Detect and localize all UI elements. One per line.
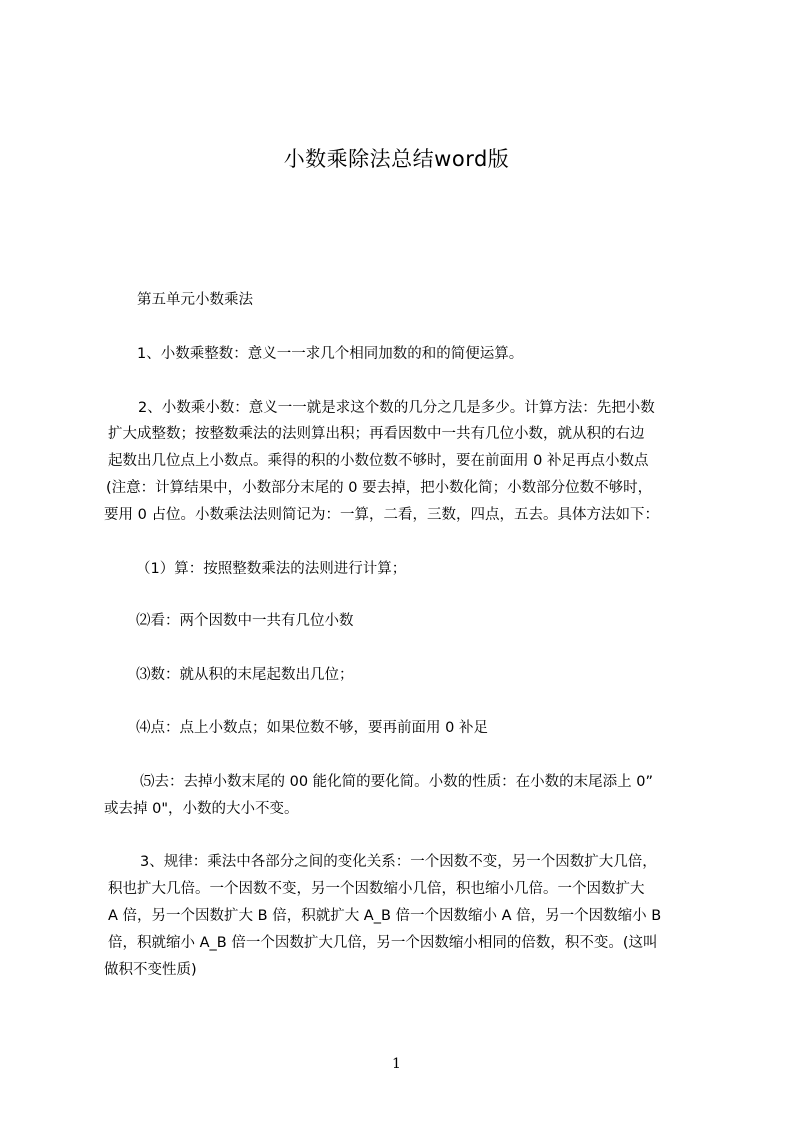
paragraph-item2-line: 扩大成整数；按整数乘法的法则算出积；再看因数中一共有几位小数，就从积的右边 bbox=[108, 426, 645, 442]
paragraph-item3-line: 倍，积就缩小 A_B 倍一个因数扩大几倍，另一个因数缩小相同的倍数，积不变。(这叫 bbox=[108, 935, 658, 951]
paragraph-item3-line: 3、规律：乘法中各部分之间的变化关系：一个因数不变，另一个因数扩大几倍， bbox=[140, 854, 657, 870]
section-heading: 第五单元小数乘法 bbox=[137, 292, 253, 308]
paragraph-item2-line: 2、小数乘小数：意义一一就是求这个数的几分之几是多少。计算方法：先把小数 bbox=[138, 400, 655, 416]
paragraph-item2-line: (注意：计算结果中，小数部分末尾的 0 要去掉，把小数化简；小数部分位数不够时， bbox=[106, 480, 653, 496]
paragraph-item3-line: 积也扩大几倍。一个因数不变，另一个因数缩小几倍，积也缩小几倍。一个因数扩大 bbox=[108, 881, 645, 897]
paragraph-item3-line: A 倍，另一个因数扩大 B 倍，积就扩大 A_B 倍一个因数缩小 A 倍，另一个因数缩小 B bbox=[108, 908, 662, 924]
paragraph-item2-line: 要用 0 占位。小数乘法法则简记为：一算，二看，三数，四点，五去。具体方法如下： bbox=[104, 507, 659, 523]
step-5-line: ⑸去：去掉小数末尾的 00 能化简的要化简。小数的性质：在小数的末尾添上 0” bbox=[140, 774, 654, 790]
document-title: 小数乘除法总结word版 bbox=[283, 147, 510, 171]
step-1: （1）算：按照整数乘法的法则进行计算； bbox=[136, 561, 407, 577]
page-number: 1 bbox=[392, 1056, 401, 1072]
step-5-line: 或去掉 0"，小数的大小不变。 bbox=[104, 801, 299, 817]
step-2: ⑵看：两个因数中一共有几位小数 bbox=[136, 613, 354, 629]
step-4: ⑷点：点上小数点；如果位数不够，要再前面用 0 补足 bbox=[136, 720, 488, 736]
step-3: ⑶数：就从积的末尾起数出几位； bbox=[136, 667, 354, 683]
paragraph-item1: 1、小数乘整数：意义一一求几个相同加数的和的简便运算。 bbox=[137, 346, 524, 362]
paragraph-item2-line: 起数出几位点上小数点。乘得的积的小数位数不够时，要在前面用 0 补足再点小数点 bbox=[108, 453, 649, 469]
paragraph-item3-line: 做积不变性质) bbox=[104, 962, 197, 978]
